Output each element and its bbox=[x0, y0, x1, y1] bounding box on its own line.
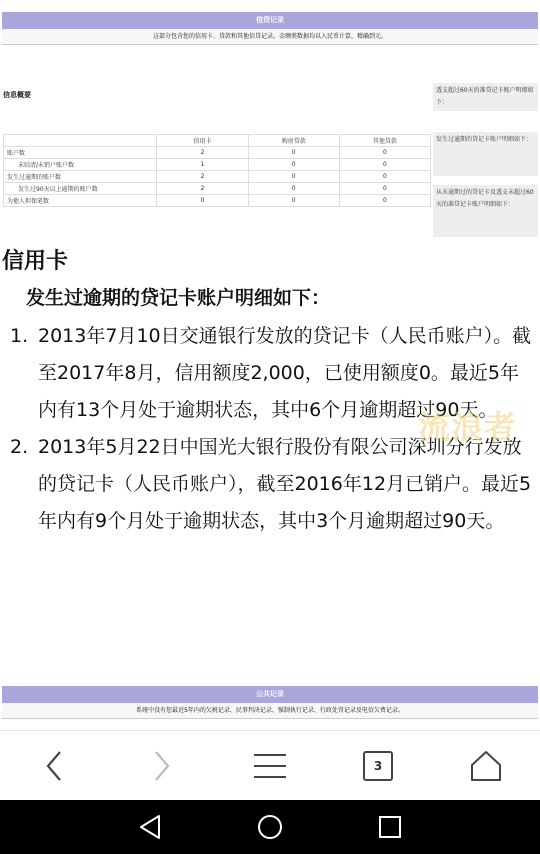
nav-home-button[interactable] bbox=[240, 802, 300, 852]
browser-toolbar bbox=[0, 730, 540, 800]
table-header: 其他贷款 bbox=[339, 135, 430, 147]
credit-record-band: 信贷记录 bbox=[2, 12, 538, 29]
table-row bbox=[4, 171, 431, 183]
side-note: 从未逾期过的贷记卡及透支未超过60天的准贷记卡账户明细如下： bbox=[433, 185, 538, 237]
row-label: 发生过90天以上逾期的账户数 bbox=[4, 183, 157, 195]
nav-recents-icon bbox=[378, 815, 402, 839]
table-row bbox=[4, 147, 431, 159]
cell: 2 bbox=[157, 183, 248, 195]
table-row bbox=[4, 183, 431, 195]
side-note: 发生过逾期的贷记卡账户明细如下： bbox=[433, 132, 538, 176]
nav-back-button[interactable] bbox=[120, 802, 180, 852]
nav-home-icon bbox=[256, 813, 284, 841]
public-record-description: 系统中没有您最近5年内的欠税记录、民事判决记录、强制执行记录、行政处罚记录及电信欠费记录。 bbox=[2, 703, 538, 719]
cell: 0 bbox=[339, 147, 430, 159]
table-row bbox=[4, 159, 431, 171]
forward-button[interactable] bbox=[132, 736, 192, 796]
back-button[interactable] bbox=[24, 736, 84, 796]
cell: 0 bbox=[339, 159, 430, 171]
list-text: 2013年7月10日交通银行发放的贷记卡（人民币账户）。截至2017年8月，信用额度2,000，已使用额度0。最近5年内有13个月处于逾期状态，其中6个月逾期超过90天。 bbox=[38, 325, 532, 421]
cell: 0 bbox=[248, 195, 339, 207]
list-number: 2. bbox=[10, 436, 29, 458]
summary-table bbox=[3, 134, 431, 207]
cell: 0 bbox=[248, 159, 339, 171]
row-label: 发生过逾期的账户数 bbox=[4, 171, 157, 183]
system-navigation-bar bbox=[0, 800, 540, 854]
credit-record-description: 这部分包含您的信用卡、贷款和其他信贷记录。金额类数据均以人民币计算，精确到元。 bbox=[2, 29, 538, 45]
watermark: 流浪者 bbox=[418, 408, 518, 446]
menu-icon bbox=[253, 752, 287, 780]
side-note: 透支超过60天的准贷记卡账户明细如下： bbox=[433, 83, 538, 111]
list-number: 1. bbox=[10, 325, 29, 347]
cell: 0 bbox=[339, 171, 430, 183]
home-icon bbox=[470, 750, 502, 782]
cell: 0 bbox=[339, 183, 430, 195]
nav-back-icon bbox=[138, 814, 162, 840]
table-header: 信用卡 bbox=[157, 135, 248, 147]
cell: 0 bbox=[248, 147, 339, 159]
row-label: 账户数 bbox=[4, 147, 157, 159]
table-header: 购房贷款 bbox=[248, 135, 339, 147]
tabs-button[interactable] bbox=[348, 736, 408, 796]
cell: 1 bbox=[157, 159, 248, 171]
cell: 2 bbox=[157, 147, 248, 159]
back-icon bbox=[44, 749, 64, 783]
table-row bbox=[4, 195, 431, 207]
tabs-icon: 3 bbox=[363, 751, 393, 781]
nav-recents-button[interactable] bbox=[360, 802, 420, 852]
list-text: 2013年5月22日中国光大银行股份有限公司深圳分行发放的贷记卡（人民币账户），截至2016年12月已销户。最近5年内有9个月处于逾期状态，其中3个月逾期超过90天。 bbox=[38, 436, 532, 532]
cell: 0 bbox=[157, 195, 248, 207]
table-header-row bbox=[4, 135, 431, 147]
row-label: 为他人担保笔数 bbox=[4, 195, 157, 207]
menu-button[interactable] bbox=[240, 736, 300, 796]
table-header bbox=[4, 135, 157, 147]
cell: 2 bbox=[157, 171, 248, 183]
section-heading: 信用卡 bbox=[2, 249, 69, 274]
summary-title: 信息概要 bbox=[3, 91, 31, 99]
cell: 0 bbox=[248, 171, 339, 183]
home-button[interactable] bbox=[456, 736, 516, 796]
sub-heading: 发生过逾期的贷记卡账户明细如下： bbox=[26, 287, 331, 309]
cell: 0 bbox=[248, 183, 339, 195]
row-label: 未结清/未销户账户数 bbox=[4, 159, 157, 171]
forward-icon bbox=[152, 749, 172, 783]
public-record-band: 公共记录 bbox=[2, 686, 538, 703]
cell: 0 bbox=[339, 195, 430, 207]
